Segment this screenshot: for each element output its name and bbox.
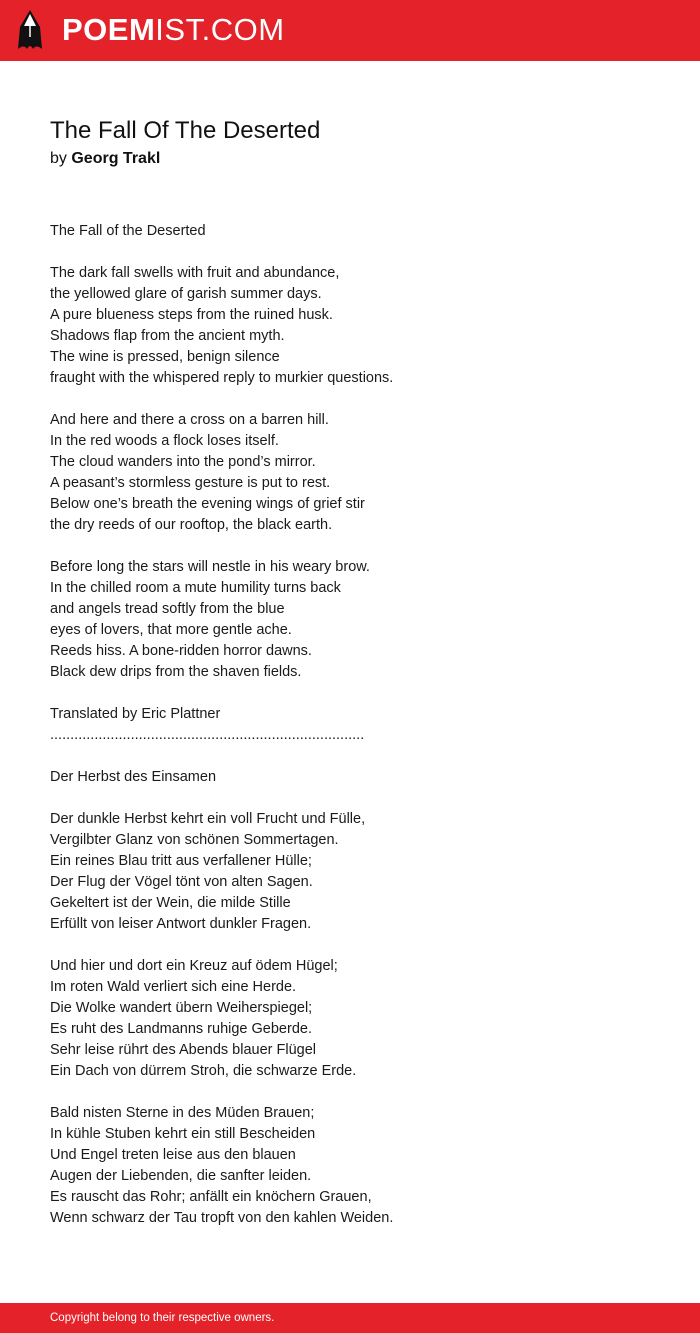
poem-line: The cloud wanders into the pond’s mirror. (50, 454, 316, 470)
poem-line: fraught with the whispered reply to murkier questions. (50, 370, 394, 386)
poem-line: Und hier und dort ein Kreuz auf ödem Hügel; (50, 958, 338, 974)
poem-line: Translated by Eric Plattner (50, 706, 221, 722)
by-label: by (50, 150, 67, 167)
stanza-break (50, 935, 650, 956)
logo-bold-text: POEM (62, 12, 156, 47)
logo-light-text: IST.COM (155, 12, 285, 47)
poem-title: The Fall Of The Deserted (50, 117, 321, 144)
stanza-break (50, 746, 650, 767)
poem-content (50, 116, 650, 1229)
poem-line: Und Engel treten leise aus den blauen (50, 1147, 296, 1163)
poem-line: the yellowed glare of garish summer days. (50, 286, 322, 302)
poem-line: Es rauscht das Rohr; anfällt ein knöchern Grauen, (50, 1189, 372, 1205)
poem-body (50, 221, 650, 1229)
poem-line: Der dunkle Herbst kehrt ein voll Frucht und Fülle, (50, 811, 366, 827)
stanza-break (50, 683, 650, 704)
site-header (0, 0, 700, 61)
poem-line: Wenn schwarz der Tau tropft von den kahlen Weiden. (50, 1210, 394, 1226)
poem-byline (50, 148, 650, 170)
poem-line: Black dew drips from the shaven fields. (50, 664, 302, 680)
poem-line: In the red woods a flock loses itself. (50, 433, 279, 449)
poem-line: A peasant’s stormless gesture is put to rest. (50, 475, 331, 491)
poem-line: Der Herbst des Einsamen (50, 769, 217, 785)
poem-line: The dark fall swells with fruit and abundance, (50, 265, 340, 281)
poem-line: In kühle Stuben kehrt ein still Bescheiden (50, 1126, 316, 1142)
poem-line: The Fall of the Deserted (50, 223, 206, 239)
poem-line: Ein Dach von dürrem Stroh, die schwarze Erde. (50, 1063, 357, 1079)
stanza-break (50, 788, 650, 809)
stanza-break (50, 242, 650, 263)
poem-line: Bald nisten Sterne in des Müden Brauen; (50, 1105, 315, 1121)
poem-line: and angels tread softly from the blue (50, 601, 285, 617)
poem-line: Sehr leise rührt des Abends blauer Flügel (50, 1042, 316, 1058)
poem-line: Reeds hiss. A bone-ridden horror dawns. (50, 643, 312, 659)
stanza-break (50, 1082, 650, 1103)
poem-line: A pure blueness steps from the ruined husk. (50, 307, 333, 323)
poem-line: In the chilled room a mute humility turns back (50, 580, 341, 596)
poem-line: Below one’s breath the evening wings of grief stir (50, 496, 365, 512)
poem-line: The wine is pressed, benign silence (50, 349, 280, 365)
poem-line: Before long the stars will nestle in his weary brow. (50, 559, 370, 575)
poem-line: Shadows flap from the ancient myth. (50, 328, 285, 344)
poem-line: Es ruht des Landmanns ruhige Geberde. (50, 1021, 312, 1037)
poem-line: Der Flug der Vögel tönt von alten Sagen. (50, 874, 313, 890)
poem-line: eyes of lovers, that more gentle ache. (50, 622, 292, 638)
poem-line: Augen der Liebenden, die sanfter leiden. (50, 1168, 312, 1184)
poem-line: Im roten Wald verliert sich eine Herde. (50, 979, 297, 995)
site-logo[interactable] (62, 12, 285, 48)
poem-line: .............................................................................. (50, 727, 365, 743)
site-footer (0, 1303, 700, 1333)
poem-line: And here and there a cross on a barren hill. (50, 412, 329, 428)
poem-line: Ein reines Blau tritt aus verfallener Hülle; (50, 853, 312, 869)
poem-line: Gekeltert ist der Wein, die milde Stille (50, 895, 291, 911)
pen-nib-icon[interactable] (17, 9, 43, 52)
poem-line: the dry reeds of our rooftop, the black earth. (50, 517, 333, 533)
stanza-break (50, 536, 650, 557)
poem-author[interactable]: Georg Trakl (71, 150, 161, 167)
poem-line: Die Wolke wandert übern Weiherspiegel; (50, 1000, 313, 1016)
poem-line: Erfüllt von leiser Antwort dunkler Fragen. (50, 916, 312, 932)
copyright-text: Copyright belong to their respective owners. (50, 1312, 275, 1324)
stanza-break (50, 389, 650, 410)
poem-line: Vergilbter Glanz von schönen Sommertagen. (50, 832, 339, 848)
